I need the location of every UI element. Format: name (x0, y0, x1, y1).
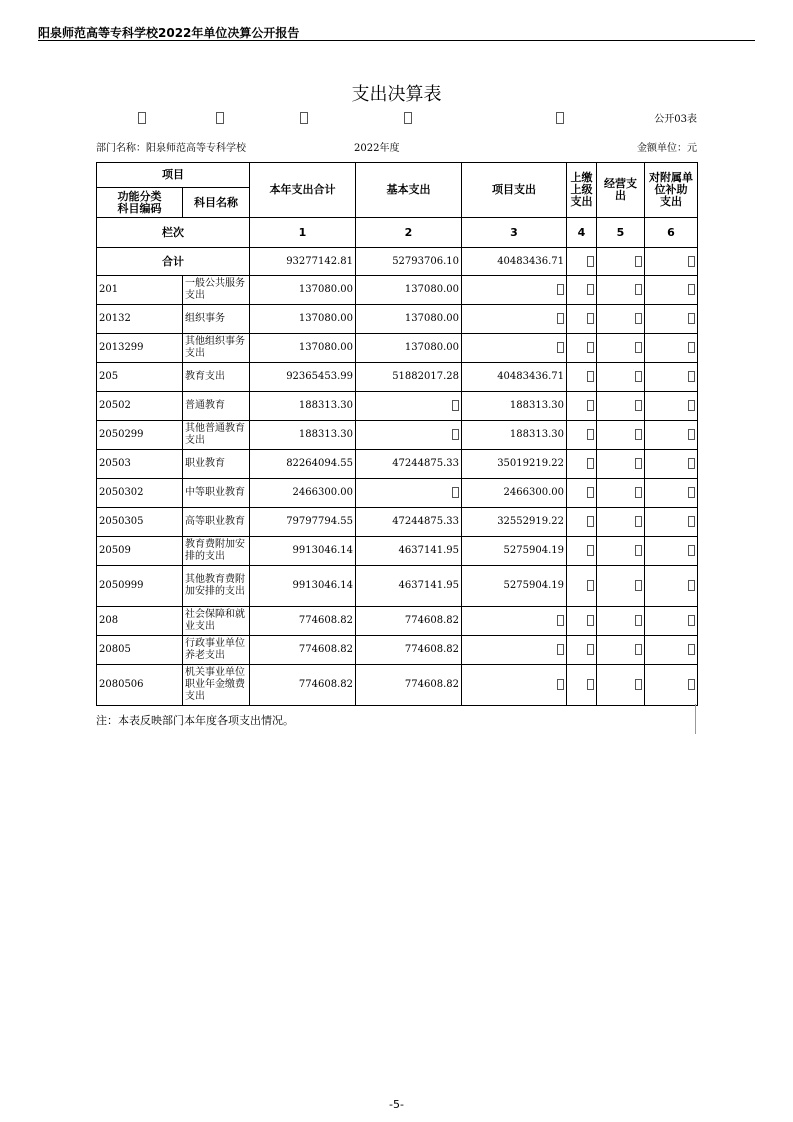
missing-glyph-icon (452, 400, 459, 411)
row-code: 2050302 (97, 479, 183, 508)
empty-cell (567, 450, 597, 479)
empty-cell (645, 508, 698, 537)
missing-glyph-icon (635, 400, 642, 411)
empty-cell (645, 248, 698, 276)
empty-cell (645, 537, 698, 566)
header-basic: 基本支出 (356, 163, 462, 218)
running-header: 阳泉师范高等专科学校2022年单位决算公开报告 (38, 26, 300, 40)
empty-cell (645, 479, 698, 508)
column-index-6: 6 (645, 218, 698, 248)
row-name: 社会保障和就业支出 (183, 607, 250, 636)
table-row (97, 665, 698, 706)
empty-cell (597, 334, 645, 363)
total-project: 40483436.71 (462, 248, 567, 276)
column-index-4: 4 (567, 218, 597, 248)
missing-glyph-icon (557, 284, 564, 295)
row-code: 2050299 (97, 421, 183, 450)
empty-cell (567, 636, 597, 665)
missing-glyph-icon (688, 400, 695, 411)
missing-glyph-icon (688, 580, 695, 591)
empty-cell (645, 392, 698, 421)
empty-cell (567, 537, 597, 566)
meta-row (96, 139, 697, 153)
table-row (97, 392, 698, 421)
empty-cell (645, 276, 698, 305)
missing-glyph-icon (688, 256, 695, 267)
row-basic: 4637141.95 (356, 537, 462, 566)
missing-glyph-icon (557, 313, 564, 324)
empty-cell (645, 334, 698, 363)
empty-cell (567, 305, 597, 334)
row-code: 20509 (97, 537, 183, 566)
missing-glyph-icon (300, 112, 308, 124)
missing-glyph-icon (688, 429, 695, 440)
row-code: 20503 (97, 450, 183, 479)
empty-cell (462, 636, 567, 665)
page-number: -5- (389, 1098, 404, 1111)
missing-glyph-icon (138, 112, 146, 124)
missing-glyph-icon (635, 487, 642, 498)
table-row (97, 421, 698, 450)
row-code: 205 (97, 363, 183, 392)
column-index-5: 5 (597, 218, 645, 248)
header-superior: 上缴 上级 支出 (567, 163, 597, 218)
empty-cell (356, 392, 462, 421)
empty-cell (462, 305, 567, 334)
missing-glyph-icon (688, 284, 695, 295)
placeholder-glyph-row (96, 112, 697, 126)
row-total: 137080.00 (250, 305, 356, 334)
missing-glyph-icon (635, 256, 642, 267)
missing-glyph-icon (452, 487, 459, 498)
missing-glyph-icon (688, 371, 695, 382)
missing-glyph-icon (587, 487, 594, 498)
empty-cell (645, 636, 698, 665)
row-project: 32552919.22 (462, 508, 567, 537)
missing-glyph-icon (635, 580, 642, 591)
empty-cell (567, 276, 597, 305)
row-code: 201 (97, 276, 183, 305)
row-name: 一般公共服务支出 (183, 276, 250, 305)
row-project: 5275904.19 (462, 537, 567, 566)
missing-glyph-icon (587, 313, 594, 324)
row-total: 9913046.14 (250, 566, 356, 607)
row-code: 2050999 (97, 566, 183, 607)
header-subject-name: 科目名称 (183, 188, 250, 218)
empty-cell (567, 421, 597, 450)
empty-cell (597, 276, 645, 305)
row-basic: 774608.82 (356, 665, 462, 706)
total-label: 合计 (97, 248, 250, 276)
row-name: 其他教育费附加安排的支出 (183, 566, 250, 607)
report-year: 2022年度 (354, 143, 400, 154)
missing-glyph-icon (635, 284, 642, 295)
missing-glyph-icon (688, 679, 695, 690)
row-total: 774608.82 (250, 636, 356, 665)
missing-glyph-icon (587, 342, 594, 353)
missing-glyph-icon (216, 112, 224, 124)
table-row (97, 607, 698, 636)
header-row-1 (97, 163, 698, 188)
row-project: 5275904.19 (462, 566, 567, 607)
empty-cell (597, 305, 645, 334)
row-total: 137080.00 (250, 334, 356, 363)
expenditure-table (96, 162, 698, 706)
missing-glyph-icon (688, 487, 695, 498)
missing-glyph-icon (688, 615, 695, 626)
empty-cell (645, 566, 698, 607)
empty-cell (567, 607, 597, 636)
missing-glyph-icon (635, 615, 642, 626)
empty-cell (597, 421, 645, 450)
table-row (97, 636, 698, 665)
missing-glyph-icon (688, 516, 695, 527)
missing-glyph-icon (556, 112, 564, 124)
column-index-row (97, 218, 698, 248)
header-subsidy: 对附属单 位补助 支出 (645, 163, 698, 218)
row-basic: 4637141.95 (356, 566, 462, 607)
header-project: 项目支出 (462, 163, 567, 218)
column-index-2: 2 (356, 218, 462, 248)
empty-cell (567, 566, 597, 607)
empty-cell (597, 665, 645, 706)
missing-glyph-icon (635, 644, 642, 655)
row-code: 2013299 (97, 334, 183, 363)
row-total: 188313.30 (250, 421, 356, 450)
empty-cell (597, 566, 645, 607)
table-row (97, 305, 698, 334)
header-total: 本年支出合计 (250, 163, 356, 218)
row-code: 2080506 (97, 665, 183, 706)
column-index-3: 3 (462, 218, 567, 248)
column-index-1: 1 (250, 218, 356, 248)
empty-cell (356, 479, 462, 508)
empty-cell (597, 607, 645, 636)
empty-cell (567, 665, 597, 706)
row-total: 188313.30 (250, 392, 356, 421)
row-code: 20502 (97, 392, 183, 421)
missing-glyph-icon (404, 112, 412, 124)
empty-cell (597, 248, 645, 276)
missing-glyph-icon (557, 615, 564, 626)
empty-cell (597, 537, 645, 566)
row-total: 774608.82 (250, 607, 356, 636)
row-basic: 51882017.28 (356, 363, 462, 392)
empty-cell (597, 450, 645, 479)
total-basic: 52793706.10 (356, 248, 462, 276)
row-total: 92365453.99 (250, 363, 356, 392)
row-total: 137080.00 (250, 276, 356, 305)
row-name: 职业教育 (183, 450, 250, 479)
missing-glyph-icon (635, 679, 642, 690)
table-row (97, 566, 698, 607)
page-title: 支出决算表 (351, 84, 442, 105)
empty-cell (645, 421, 698, 450)
empty-cell (597, 479, 645, 508)
row-code: 20132 (97, 305, 183, 334)
missing-glyph-icon (688, 644, 695, 655)
empty-cell (462, 276, 567, 305)
row-code: 20805 (97, 636, 183, 665)
row-total: 774608.82 (250, 665, 356, 706)
row-basic: 47244875.33 (356, 508, 462, 537)
header-func-code: 功能分类 科目编码 (97, 188, 183, 218)
total-row (97, 248, 698, 276)
row-code: 208 (97, 607, 183, 636)
row-total: 2466300.00 (250, 479, 356, 508)
row-total: 82264094.55 (250, 450, 356, 479)
row-project: 40483436.71 (462, 363, 567, 392)
missing-glyph-icon (635, 371, 642, 382)
row-project: 35019219.22 (462, 450, 567, 479)
row-name: 行政事业单位养老支出 (183, 636, 250, 665)
form-number: 公开03表 (654, 114, 697, 125)
empty-cell (597, 363, 645, 392)
row-name: 中等职业教育 (183, 479, 250, 508)
empty-cell (567, 508, 597, 537)
empty-cell (462, 607, 567, 636)
row-project: 188313.30 (462, 392, 567, 421)
empty-cell (567, 363, 597, 392)
row-name: 其他普通教育支出 (183, 421, 250, 450)
missing-glyph-icon (587, 458, 594, 469)
table-row (97, 363, 698, 392)
empty-cell (462, 665, 567, 706)
table-row (97, 537, 698, 566)
missing-glyph-icon (635, 458, 642, 469)
missing-glyph-icon (587, 371, 594, 382)
empty-cell (645, 363, 698, 392)
row-project: 188313.30 (462, 421, 567, 450)
header-divider (38, 40, 755, 41)
header-business: 经营支出 (597, 163, 645, 218)
row-name: 其他组织事务支出 (183, 334, 250, 363)
row-name: 教育支出 (183, 363, 250, 392)
missing-glyph-icon (635, 313, 642, 324)
row-project: 2466300.00 (462, 479, 567, 508)
empty-cell (567, 392, 597, 421)
missing-glyph-icon (688, 545, 695, 556)
missing-glyph-icon (635, 516, 642, 527)
row-basic: 137080.00 (356, 334, 462, 363)
row-basic: 137080.00 (356, 305, 462, 334)
missing-glyph-icon (587, 516, 594, 527)
row-name: 机关事业单位职业年金缴费支出 (183, 665, 250, 706)
total-amount: 93277142.81 (250, 248, 356, 276)
amount-unit: 金额单位：元 (637, 143, 697, 154)
missing-glyph-icon (557, 644, 564, 655)
empty-cell (567, 248, 597, 276)
empty-cell (645, 607, 698, 636)
missing-glyph-icon (688, 458, 695, 469)
missing-glyph-icon (557, 342, 564, 353)
empty-cell (462, 334, 567, 363)
empty-cell (645, 305, 698, 334)
empty-cell (567, 334, 597, 363)
missing-glyph-icon (587, 400, 594, 411)
table-row (97, 508, 698, 537)
column-index-label: 栏次 (97, 218, 250, 248)
row-basic: 774608.82 (356, 607, 462, 636)
missing-glyph-icon (635, 545, 642, 556)
missing-glyph-icon (587, 679, 594, 690)
footnote: 注：本表反映部门本年度各项支出情况。 (96, 714, 294, 727)
missing-glyph-icon (635, 342, 642, 353)
table-row (97, 276, 698, 305)
missing-glyph-icon (587, 580, 594, 591)
table-row (97, 479, 698, 508)
missing-glyph-icon (587, 615, 594, 626)
missing-glyph-icon (587, 545, 594, 556)
row-code: 2050305 (97, 508, 183, 537)
row-name: 组织事务 (183, 305, 250, 334)
header-item: 项目 (97, 163, 250, 188)
empty-cell (645, 450, 698, 479)
empty-cell (597, 508, 645, 537)
empty-cell (645, 665, 698, 706)
empty-cell (597, 392, 645, 421)
row-basic: 47244875.33 (356, 450, 462, 479)
department-name: 部门名称：阳泉师范高等专科学校 (96, 143, 246, 154)
table-edge-line (695, 704, 696, 734)
missing-glyph-icon (688, 313, 695, 324)
row-name: 教育费附加安排的支出 (183, 537, 250, 566)
missing-glyph-icon (688, 342, 695, 353)
missing-glyph-icon (587, 256, 594, 267)
row-total: 79797794.55 (250, 508, 356, 537)
row-basic: 774608.82 (356, 636, 462, 665)
empty-cell (567, 479, 597, 508)
row-name: 普通教育 (183, 392, 250, 421)
row-name: 高等职业教育 (183, 508, 250, 537)
missing-glyph-icon (452, 429, 459, 440)
missing-glyph-icon (557, 679, 564, 690)
table-row (97, 450, 698, 479)
empty-cell (356, 421, 462, 450)
missing-glyph-icon (635, 429, 642, 440)
row-total: 9913046.14 (250, 537, 356, 566)
row-basic: 137080.00 (356, 276, 462, 305)
table-row (97, 334, 698, 363)
missing-glyph-icon (587, 429, 594, 440)
missing-glyph-icon (587, 284, 594, 295)
missing-glyph-icon (587, 644, 594, 655)
empty-cell (597, 636, 645, 665)
